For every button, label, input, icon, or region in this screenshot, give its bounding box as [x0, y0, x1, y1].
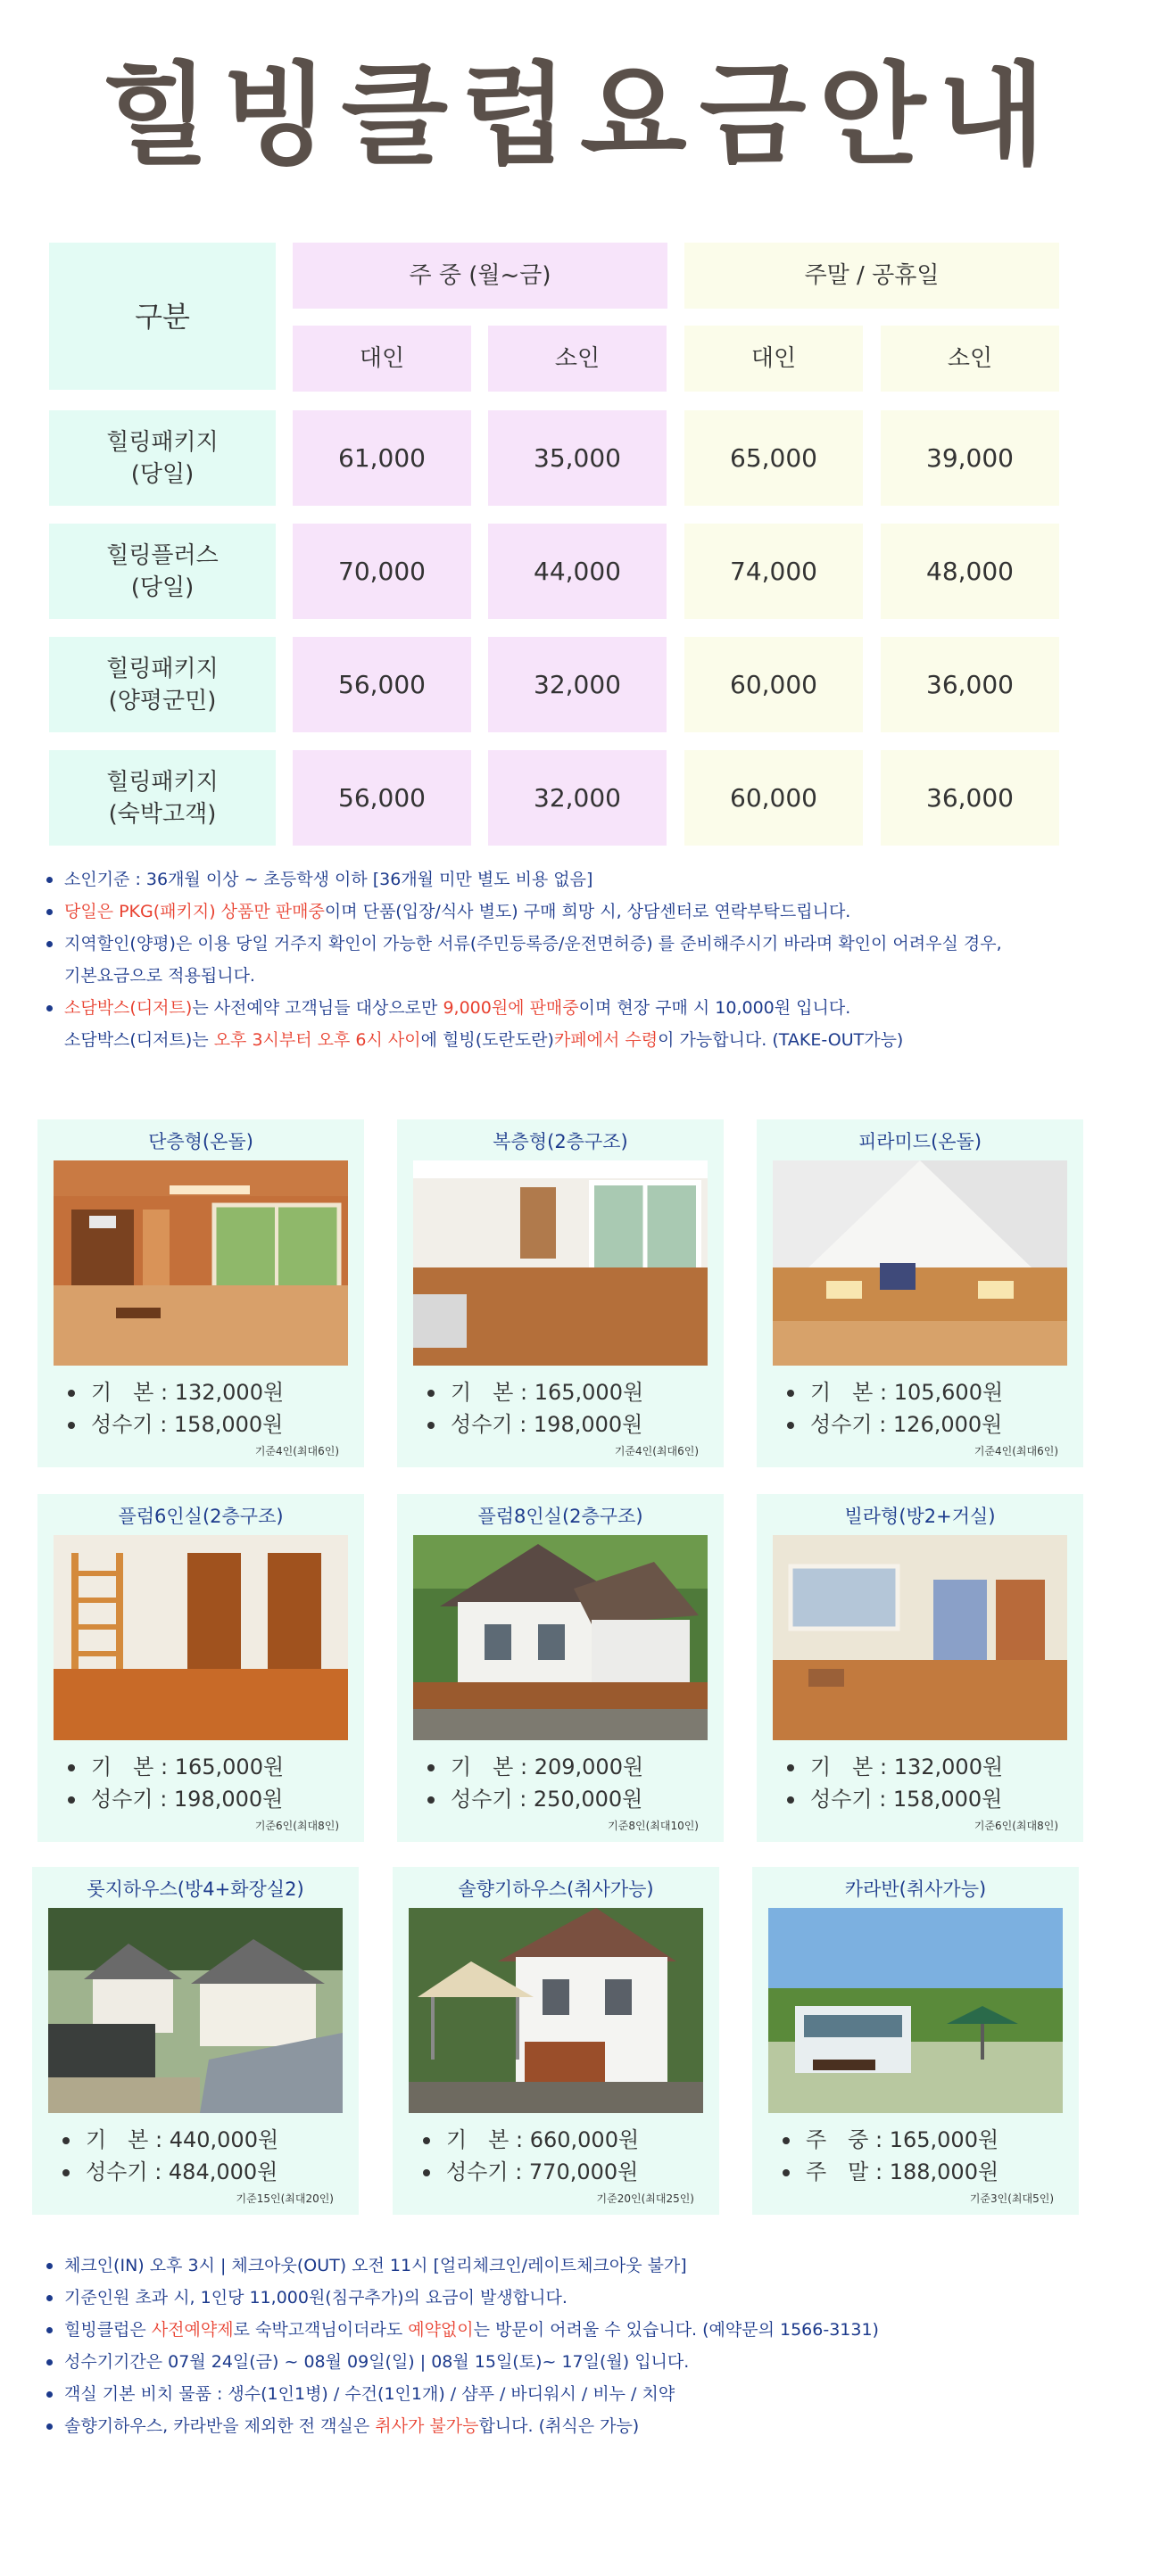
rate-base: 기 본 : 440,000원 [52, 2124, 278, 2156]
rate-value: 250,000원 [533, 1787, 643, 1812]
note-text: 소담박스(디저트)는 [64, 1030, 214, 1050]
room-title: 플럼8인실(2층구조) [477, 1506, 643, 1527]
rate-peak: 성수기 : 158,000원 [776, 1783, 1003, 1815]
note-text: 에 힐빙(도란도란) [420, 1030, 554, 1050]
rate-label: 성수기 [86, 2159, 148, 2184]
room-card-lodge [32, 1867, 359, 2215]
price-cell: 74,000 [684, 524, 863, 619]
room-capacity: 기준4인(최대6인) [974, 1445, 1058, 1457]
note-peak-season: 성수기기간은 07월 24일(금) ~ 08월 09일(일) | 08월 15일(토)~ 17일(월) 입니다. [43, 2346, 1131, 2378]
rate-weekday: 주 중 : 165,000원 [772, 2124, 998, 2156]
room-capacity: 기준6인(최대8인) [974, 1820, 1058, 1832]
price-cell: 70,000 [293, 524, 471, 619]
rate-value: 165,000원 [889, 2127, 999, 2152]
room-card-danchung [37, 1119, 364, 1467]
rate-peak: 성수기 : 126,000원 [776, 1408, 1003, 1441]
rate-label: 성수기 [451, 1787, 513, 1812]
note-text: 힐빙클럽은 [64, 2320, 152, 2340]
rate-value: 484,000원 [168, 2159, 278, 2184]
rate-label: 기 본 [86, 2127, 149, 2152]
price-cell: 32,000 [488, 637, 667, 732]
note-child-age: 소인기준 : 36개월 이상 ~ 초등학생 이하 [36개월 미만 별도 비용 없음] [43, 863, 1131, 896]
room-rates [772, 2124, 998, 2188]
row-label-name: 힐링패키지 [106, 655, 219, 682]
rate-base: 기 본 : 165,000원 [57, 1751, 284, 1783]
note-highlight: 사전예약제 [151, 2320, 234, 2340]
price-cell: 56,000 [293, 637, 471, 732]
rate-value: 440,000원 [169, 2127, 279, 2152]
rate-value: 209,000원 [534, 1754, 644, 1779]
row-label-name: 힐링패키지 [106, 428, 219, 456]
note-check-in-out: 체크인(IN) 오후 3시 | 체크아웃(OUT) 오전 11시 [얼리체크인/레이트체크아웃 불가] [43, 2250, 1131, 2282]
rate-label: 기 본 [810, 1754, 874, 1779]
note-text: 이며 현장 구매 시 10,000원 입니다. [578, 998, 851, 1018]
rate-weekend: 주 말 : 188,000원 [772, 2156, 998, 2188]
room-photo [54, 1160, 348, 1366]
rate-label: 기 본 [91, 1754, 154, 1779]
price-cell: 56,000 [293, 750, 471, 846]
row-label [49, 524, 276, 619]
rate-value: 158,000원 [892, 1787, 1003, 1812]
room-photo [773, 1160, 1067, 1366]
room-photo [768, 1908, 1063, 2113]
rate-label: 기 본 [451, 1754, 514, 1779]
note-reservation [43, 2314, 1131, 2346]
room-card-caravan [752, 1867, 1079, 2215]
header-weekend: 주말 / 공휴일 [684, 243, 1059, 309]
note-extra-person: 기준인원 초과 시, 1인당 11,000원(침구추가)의 요금이 발생합니다. [43, 2282, 1131, 2314]
room-title: 플럼6인실(2층구조) [118, 1506, 284, 1527]
row-label-name: 힐링패키지 [106, 768, 219, 796]
room-photo [413, 1535, 708, 1740]
price-cell: 36,000 [881, 750, 1059, 846]
room-title: 롯지하우스(방4+화장실2) [87, 1878, 304, 1900]
rate-label: 성수기 [91, 1412, 153, 1437]
row-label [49, 410, 276, 506]
room-rates [417, 1376, 643, 1441]
price-cell: 60,000 [684, 637, 863, 732]
room-title: 단층형(온돌) [148, 1131, 253, 1152]
rate-label: 성수기 [810, 1412, 873, 1437]
room-card-plum8 [397, 1494, 724, 1842]
note-highlight: 카페에서 수령 [553, 1030, 659, 1050]
room-capacity: 기준4인(최대6인) [254, 1445, 339, 1457]
room-capacity: 기준6인(최대8인) [254, 1820, 339, 1832]
row-label-name: 힐링플러스 [106, 541, 219, 569]
note-highlight: 당일은 PKG(패키지) 상품만 판매중 [64, 902, 325, 921]
note-text: 로 숙박고객님이더라도 [233, 2320, 409, 2340]
rate-label: 기 본 [91, 1380, 154, 1405]
row-label-sub: (숙박고객) [108, 800, 217, 828]
room-title: 피라미드(온돌) [858, 1131, 982, 1152]
rate-label: 기 본 [451, 1380, 514, 1405]
room-title: 빌라형(방2+거실) [844, 1506, 996, 1527]
rate-value: 132,000원 [174, 1380, 285, 1405]
room-rates [412, 2124, 639, 2188]
room-photo [48, 1908, 343, 2113]
room-card-bokchung [397, 1119, 724, 1467]
rate-base: 기 본 : 660,000원 [412, 2124, 639, 2156]
room-capacity: 기준3인(최대5인) [969, 2192, 1054, 2205]
room-card-pyramid [757, 1119, 1083, 1467]
rate-peak: 성수기 : 770,000원 [412, 2156, 639, 2188]
stay-notes [43, 2250, 1131, 2442]
rate-peak: 성수기 : 158,000원 [57, 1408, 284, 1441]
row-label [49, 637, 276, 732]
rate-value: 165,000원 [534, 1380, 644, 1405]
rate-value: 188,000원 [889, 2159, 999, 2184]
room-capacity: 기준20인(최대25인) [596, 2192, 694, 2205]
room-capacity: 기준8인(최대10인) [608, 1820, 699, 1832]
rate-label: 기 본 [810, 1380, 874, 1405]
rate-value: 660,000원 [529, 2127, 640, 2152]
rate-label: 성수기 [810, 1787, 873, 1812]
note-local-discount: 지역할인(양평)은 이용 당일 거주지 확인이 가능한 서류(주민등록증/운전면허증) 를 준비해주시기 바라며 확인이 어려우실 경우, [43, 928, 1131, 960]
note-local-discount-cont: 기본요금으로 적용됩니다. [64, 966, 255, 986]
price-notes [43, 863, 1131, 1056]
rate-value: 126,000원 [892, 1412, 1003, 1437]
room-photo [413, 1160, 708, 1366]
room-card-plum6 [37, 1494, 364, 1842]
note-cooking [43, 2410, 1131, 2442]
room-photo [54, 1535, 348, 1740]
room-capacity: 기준4인(최대6인) [614, 1445, 699, 1457]
rate-label: 성수기 [91, 1787, 153, 1812]
subheader-weekday-adult: 대인 [293, 326, 471, 392]
room-rates [776, 1751, 1003, 1815]
rate-value: 158,000원 [173, 1412, 284, 1437]
room-card-villa [757, 1494, 1083, 1842]
price-cell: 61,000 [293, 410, 471, 506]
note-dessert-pickup [43, 1024, 1131, 1056]
table-corner-label: 구분 [49, 243, 276, 390]
rate-label: 주 말 [806, 2159, 869, 2184]
room-card-solhyanggi [393, 1867, 719, 2215]
subheader-weekend-child: 소인 [881, 326, 1059, 392]
rate-peak: 성수기 : 198,000원 [57, 1783, 284, 1815]
note-text: 이 가능합니다. (TAKE-OUT가능) [658, 1030, 904, 1050]
note-highlight: 오후 3시부터 오후 6시 사이 [213, 1030, 421, 1050]
room-rates [417, 1751, 643, 1815]
room-title: 솔향기하우스(취사가능) [458, 1878, 654, 1900]
room-rates [52, 2124, 278, 2188]
price-cell: 48,000 [881, 524, 1059, 619]
row-label [49, 750, 276, 846]
room-rates [776, 1376, 1003, 1441]
price-cell: 32,000 [488, 750, 667, 846]
room-photo [409, 1908, 703, 2113]
rate-value: 198,000원 [173, 1787, 284, 1812]
rate-peak: 성수기 : 250,000원 [417, 1783, 643, 1815]
room-title: 복층형(2층구조) [493, 1131, 628, 1152]
rate-value: 105,600원 [893, 1380, 1004, 1405]
room-photo [773, 1535, 1067, 1740]
row-label-sub: (당일) [130, 460, 195, 488]
note-highlight: 예약없이 [408, 2320, 474, 2340]
rate-label: 성수기 [451, 1412, 513, 1437]
rate-value: 198,000원 [533, 1412, 643, 1437]
note-highlight: 9,000원에 판매중 [443, 998, 579, 1018]
note-highlight: 취사가 불가능 [375, 2416, 479, 2436]
price-cell: 44,000 [488, 524, 667, 619]
rate-label: 성수기 [446, 2159, 509, 2184]
row-label-sub: (양평군민) [108, 687, 217, 714]
rate-label: 기 본 [446, 2127, 510, 2152]
note-text: 솔향기하우스, 카라반을 제외한 전 객실은 [64, 2416, 376, 2436]
room-rates [57, 1751, 284, 1815]
note-text: 는 사전예약 고객님들 대상으로만 [192, 998, 443, 1018]
subheader-weekend-adult: 대인 [684, 326, 863, 392]
rate-value: 165,000원 [174, 1754, 285, 1779]
rate-base: 기 본 : 132,000원 [57, 1376, 284, 1408]
note-dessert-box [43, 992, 1131, 1024]
price-cell: 39,000 [881, 410, 1059, 506]
note-amenities: 객실 기본 비치 물품 : 생수(1인1병) / 수건(1인1개) / 샴푸 / 바디워시 / 비누 / 치약 [43, 2378, 1131, 2410]
room-title: 카라반(취사가능) [844, 1878, 987, 1900]
room-capacity: 기준15인(최대20인) [236, 2192, 334, 2205]
note-text: 는 방문이 어려울 수 있습니다. (예약문의 1566-3131) [473, 2320, 879, 2340]
price-cell: 36,000 [881, 637, 1059, 732]
price-cell: 65,000 [684, 410, 863, 506]
note-highlight: 소담박스(디저트) [64, 998, 193, 1018]
rate-peak: 성수기 : 484,000원 [52, 2156, 278, 2188]
rate-base: 기 본 : 132,000원 [776, 1751, 1003, 1783]
row-label-sub: (당일) [130, 574, 195, 601]
note-text: 이며 단품(입장/식사 별도) 구매 희망 시, 상담센터로 연락부탁드립니다. [324, 902, 851, 921]
price-cell: 60,000 [684, 750, 863, 846]
note-text: 합니다. (취식은 가능) [478, 2416, 640, 2436]
rate-label: 주 중 [806, 2127, 869, 2152]
subheader-weekday-child: 소인 [488, 326, 667, 392]
rate-value: 770,000원 [528, 2159, 639, 2184]
note-package-only [43, 896, 1131, 928]
rate-base: 기 본 : 105,600원 [776, 1376, 1003, 1408]
rate-base: 기 본 : 165,000원 [417, 1376, 643, 1408]
header-weekday: 주 중 (월~금) [293, 243, 667, 309]
rate-peak: 성수기 : 198,000원 [417, 1408, 643, 1441]
rate-base: 기 본 : 209,000원 [417, 1751, 643, 1783]
price-cell: 35,000 [488, 410, 667, 506]
rate-value: 132,000원 [893, 1754, 1004, 1779]
room-rates [57, 1376, 284, 1441]
page-title: 힐빙클럽요금안내 [102, 52, 1058, 180]
